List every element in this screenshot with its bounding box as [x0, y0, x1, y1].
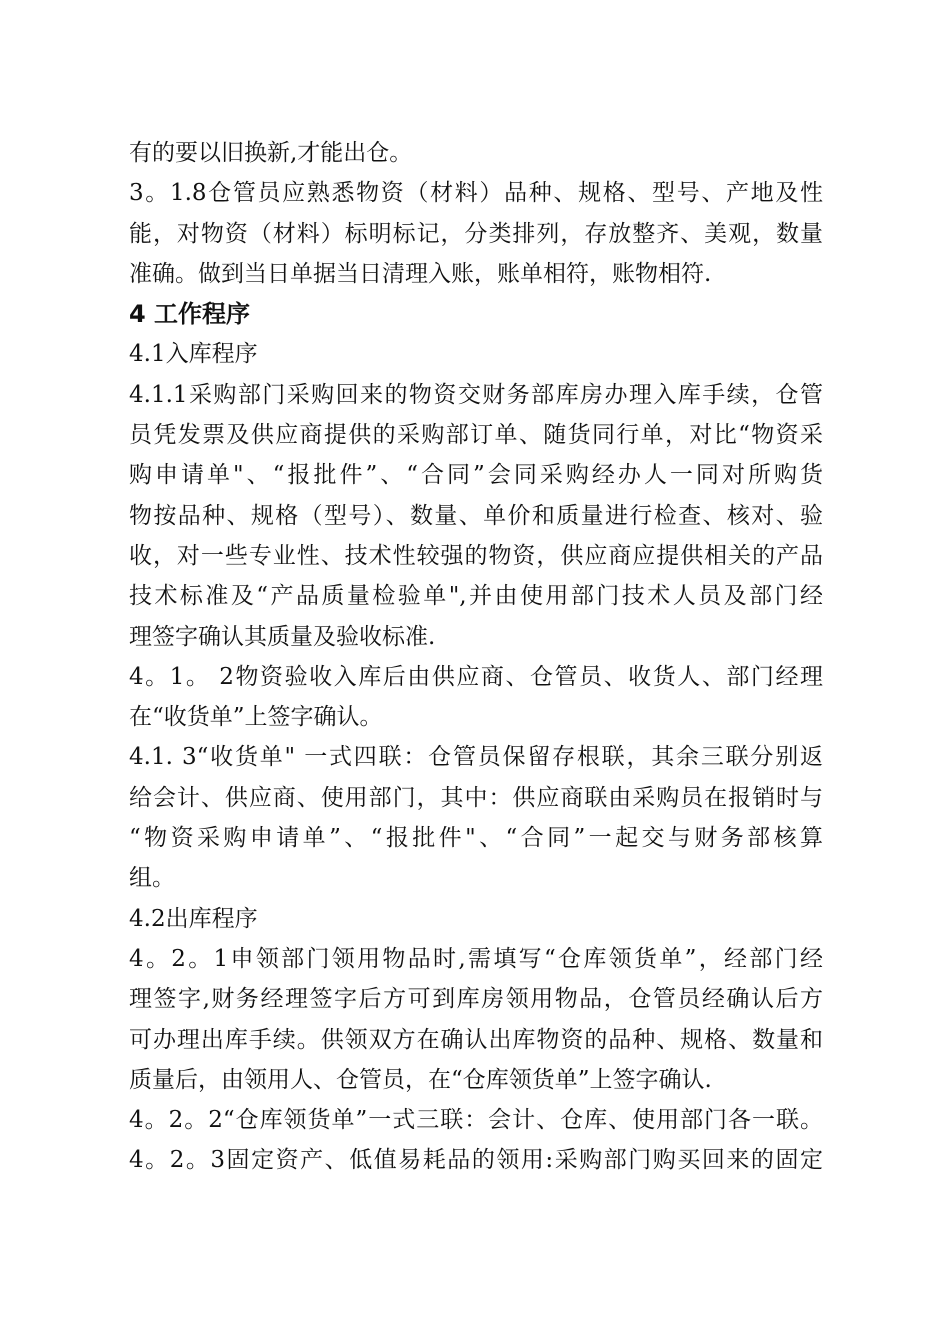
text-line [129, 1020, 823, 1060]
line-text: 理签字,财务经理签字后方可到库房领用物品，仓管员经确认后方 [129, 986, 823, 1013]
line-text: 4。2。3固定资产、低值易耗品的领用:采购部门购买回来的固定 [129, 1147, 823, 1174]
text-line [129, 737, 823, 777]
text-line [129, 939, 823, 979]
line-text: 4.1.1采购部门采购回来的物资交财务部库房办理入库手续，仓管 [129, 381, 823, 408]
line-text: 4.1. 3“收货单" 一式四联：仓管员保留存根联，其余三联分别返 [129, 744, 823, 771]
text-line [129, 415, 823, 455]
section-heading [129, 294, 823, 334]
line-text: 收，对一些专业性、技术性较强的物资，供应商应提供相关的产品 [129, 542, 823, 569]
line-text: 组。 [129, 865, 175, 892]
line-text: 4。1。 2物资验收入库后由供应商、仓管员、收货人、部门经理 [129, 663, 823, 690]
text-line [129, 697, 823, 737]
line-text: 技术标准及“产品质量检验单",并由使用部门技术人员及部门经 [129, 583, 823, 610]
document-body [129, 133, 823, 1181]
text-line [129, 1060, 823, 1100]
line-text: 在“收货单”上签字确认。 [129, 704, 383, 731]
line-text: 员凭发票及供应商提供的采购部订单、随货同行单，对比“物资采 [129, 422, 823, 449]
line-text: “物资采购申请单”、“报批件"、“合同”一起交与财务部核算 [129, 825, 823, 852]
text-line [129, 214, 823, 254]
text-line [129, 979, 823, 1019]
text-line [129, 1140, 823, 1180]
text-line [129, 778, 823, 818]
subsection-title [129, 334, 823, 374]
text-line [129, 858, 823, 898]
section-heading-text: 4 工作程序 [129, 300, 251, 329]
text-line [129, 617, 823, 657]
line-text: 给会计、供应商、使用部门，其中：供应商联由采购员在报销时与 [129, 784, 823, 811]
line-text: 理签字确认其质量及验收标准. [129, 623, 436, 650]
subsection-title [129, 899, 823, 939]
text-line [129, 1100, 823, 1140]
line-text: 3。1.8仓管员应熟悉物资（材料）品种、规格、型号、产地及性 [129, 180, 823, 207]
text-line [129, 536, 823, 576]
subsection-title-text: 4.1入库程序 [129, 341, 258, 368]
line-text: 能，对物资（材料）标明标记，分类排列，存放整齐、美观，数量 [129, 220, 823, 247]
text-line [129, 254, 823, 294]
line-text: 准确。做到当日单据当日清理入账，账单相符，账物相符. [129, 260, 712, 287]
text-line [129, 496, 823, 536]
line-text: 购申请单"、“报批件”、“合同”会同采购经办人一同对所购货 [129, 462, 823, 489]
text-line [129, 173, 823, 213]
line-text: 质量后，由领用人、仓管员，在“仓库领货单”上签字确认. [129, 1066, 712, 1093]
line-text: 有的要以旧换新,才能出仓。 [129, 140, 413, 166]
line-text: 物按品种、规格（型号）、数量、单价和质量进行检查、核对、验 [129, 502, 823, 529]
line-text: 4。2。1申领部门领用物品时,需填写“仓库领货单”，经部门经 [129, 945, 823, 972]
text-line [129, 455, 823, 495]
subsection-title-text: 4.2出库程序 [129, 905, 258, 932]
text-line [129, 657, 823, 697]
text-line [129, 133, 823, 173]
line-text: 4。2。2“仓库领货单”一式三联：会计、仓库、使用部门各一联。 [129, 1107, 823, 1134]
text-line [129, 375, 823, 415]
text-line [129, 576, 823, 616]
text-line [129, 818, 823, 858]
line-text: 可办理出库手续。供领双方在确认出库物资的品种、规格、数量和 [129, 1026, 823, 1053]
